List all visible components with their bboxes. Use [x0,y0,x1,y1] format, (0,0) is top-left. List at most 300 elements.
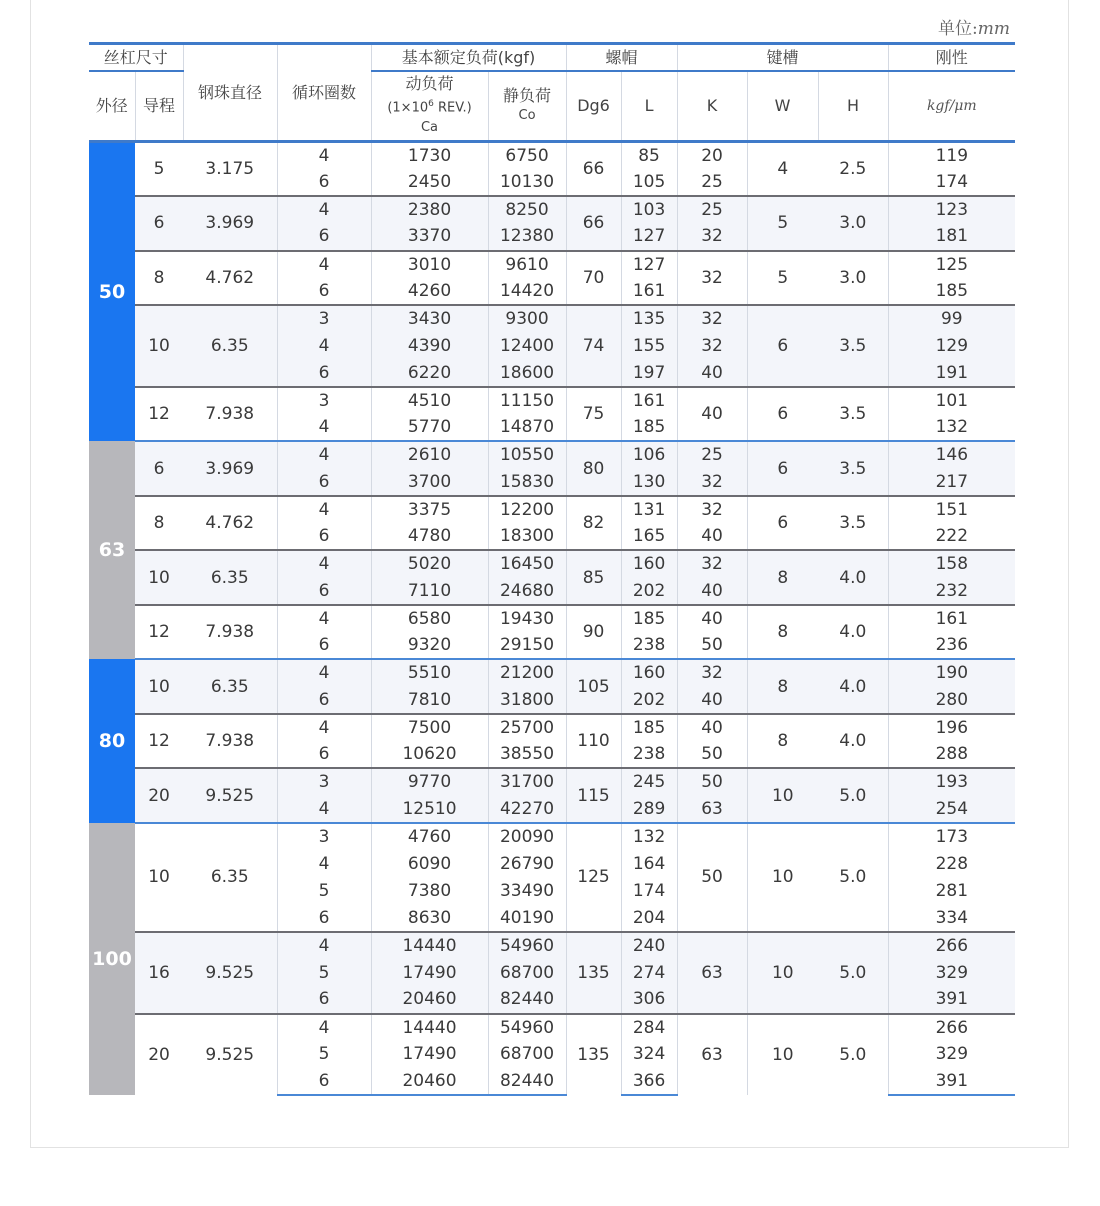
dynamic-load-cell: 17490 [371,959,488,986]
circuits-cell: 4 [277,714,371,741]
dynamic-load-cell: 14440 [371,932,488,959]
dynamic-load-cell: 14440 [371,1014,488,1041]
dynamic-load-cell: 4510 [371,387,488,414]
rigidity-cell: 228 [888,850,1015,877]
l-cell: 131 [621,496,677,523]
static-load-cell: 31700 [488,768,566,795]
rigidity-cell: 146 [888,441,1015,468]
dynamic-load-cell: 1730 [371,142,488,169]
k-cell: 40 [677,578,747,605]
rigidity-cell: 193 [888,768,1015,795]
l-cell: 174 [621,877,677,904]
dynamic-load-cell: 4760 [371,823,488,850]
rigidity-cell: 288 [888,741,1015,768]
co-label: Co [518,108,536,123]
l-cell: 127 [621,223,677,250]
circuits-cell: 4 [277,251,371,278]
ball-dia-cell: 9.525 [183,932,277,1014]
dg6-header: Dg6 [566,71,621,142]
h-cell: 3.5 [818,496,888,551]
l-cell: 289 [621,796,677,823]
l-cell: 185 [621,414,677,441]
dg6-cell: 90 [566,605,621,660]
dg6-cell: 80 [566,441,621,496]
outer-dia-header: 外径 [89,71,135,142]
h-cell: 5.0 [818,1014,888,1096]
static-load-cell: 15830 [488,469,566,496]
circuits-cell: 4 [277,605,371,632]
rev-prefix: (1×10 [387,100,429,116]
rigidity-cell: 190 [888,659,1015,686]
l-cell: 105 [621,169,677,196]
lead-cell: 8 [135,251,183,306]
circuits-header: 循环圈数 [277,44,371,142]
table-row [89,196,1015,223]
h-cell: 4.0 [818,714,888,769]
rigidity-cell: 280 [888,687,1015,714]
l-cell: 165 [621,523,677,550]
w-cell: 6 [747,305,818,387]
static-load-cell: 25700 [488,714,566,741]
dynamic-load-cell: 5020 [371,550,488,577]
k-cell: 63 [677,932,747,1014]
rigidity-cell: 222 [888,523,1015,550]
circuits-cell: 3 [277,305,371,332]
l-cell: 245 [621,768,677,795]
lead-cell: 20 [135,1014,183,1096]
dynamic-load-cell: 6220 [371,360,488,387]
l-cell: 161 [621,278,677,305]
k-cell: 40 [677,360,747,387]
rev-exponent: 6 [428,98,434,109]
rigidity-cell: 236 [888,632,1015,659]
h-cell: 4.0 [818,605,888,660]
circuits-cell: 3 [277,823,371,850]
rigidity-cell: 191 [888,360,1015,387]
ball-dia-cell: 7.938 [183,387,277,442]
k-cell: 32 [677,550,747,577]
dynamic-load-cell: 3430 [371,305,488,332]
k-cell: 32 [677,469,747,496]
l-cell: 160 [621,659,677,686]
dg6-cell: 74 [566,305,621,387]
dynamic-load-cell: 3375 [371,496,488,523]
dg6-cell: 110 [566,714,621,769]
lead-cell: 10 [135,659,183,714]
dynamic-load-cell: 4390 [371,332,488,359]
k-cell: 32 [677,305,747,332]
circuits-cell: 5 [277,959,371,986]
k-cell: 32 [677,223,747,250]
l-cell: 132 [621,823,677,850]
dynamic-load-cell: 2610 [371,441,488,468]
dynamic-load-cell: 3010 [371,251,488,278]
outer-dia-cell: 63 [89,441,135,659]
static-load-cell: 54960 [488,1014,566,1041]
k-header: K [677,71,747,142]
static-load-cell: 26790 [488,850,566,877]
lead-cell: 16 [135,932,183,1014]
rigidity-cell: 254 [888,796,1015,823]
rigidity-cell: 232 [888,578,1015,605]
k-cell: 32 [677,496,747,523]
lead-cell: 12 [135,387,183,442]
k-cell: 50 [677,768,747,795]
h-cell: 4.0 [818,550,888,605]
lead-cell: 12 [135,605,183,660]
ball-dia-cell: 3.175 [183,142,277,197]
keyway-header: 键槽 [677,44,888,72]
h-cell: 5.0 [818,932,888,1014]
l-header: L [621,71,677,142]
table-row [89,496,1015,523]
dynamic-load-cell: 12510 [371,796,488,823]
k-cell: 63 [677,1014,747,1096]
rigidity-cell: 119 [888,142,1015,169]
circuits-cell: 6 [277,278,371,305]
dg6-cell: 135 [566,932,621,1014]
table-header [89,44,1015,142]
k-cell: 40 [677,605,747,632]
static-load-label: 静负荷 [503,86,552,105]
table-row [89,1014,1015,1041]
rigidity-cell: 266 [888,1014,1015,1041]
h-cell: 2.5 [818,142,888,197]
k-cell: 40 [677,523,747,550]
k-cell: 40 [677,714,747,741]
k-cell: 32 [677,251,747,306]
circuits-cell: 4 [277,441,371,468]
ball-dia-cell: 3.969 [183,441,277,496]
dg6-cell: 135 [566,1014,621,1096]
circuits-cell: 6 [277,905,371,932]
dg6-cell: 105 [566,659,621,714]
ball-screw-spec-table [89,42,1015,1096]
rigidity-cell: 129 [888,332,1015,359]
rigidity-cell: 391 [888,986,1015,1013]
dg6-cell: 82 [566,496,621,551]
ball-dia-cell: 9.525 [183,1014,277,1096]
lead-cell: 12 [135,714,183,769]
ball-dia-cell: 6.35 [183,823,277,932]
ball-dia-cell: 9.525 [183,768,277,823]
l-cell: 160 [621,550,677,577]
k-cell: 50 [677,632,747,659]
w-cell: 8 [747,550,818,605]
rigidity-cell: 185 [888,278,1015,305]
circuits-cell: 5 [277,1041,371,1068]
h-cell: 3.0 [818,196,888,251]
rigidity-cell: 174 [888,169,1015,196]
static-load-cell: 82440 [488,1068,566,1095]
l-cell: 197 [621,360,677,387]
unit-note [938,14,1010,39]
rigidity-cell: 151 [888,496,1015,523]
dynamic-load-cell: 9320 [371,632,488,659]
table-row [89,768,1015,795]
rigidity-cell: 329 [888,1041,1015,1068]
circuits-cell: 3 [277,768,371,795]
outer-dia-cell: 100 [89,823,135,1096]
dg6-cell: 70 [566,251,621,306]
dynamic-load-cell: 8630 [371,905,488,932]
dynamic-load-cell: 3700 [371,469,488,496]
static-load-cell: 12200 [488,496,566,523]
rigidity-cell: 158 [888,550,1015,577]
lead-cell: 10 [135,823,183,932]
l-cell: 238 [621,632,677,659]
k-cell: 50 [677,823,747,932]
ball-dia-cell: 4.762 [183,496,277,551]
circuits-cell: 6 [277,1068,371,1095]
static-load-cell: 68700 [488,1041,566,1068]
outer-dia-cell: 50 [89,142,135,442]
dg6-cell: 115 [566,768,621,823]
static-load-cell: 9300 [488,305,566,332]
static-load-cell: 82440 [488,986,566,1013]
rigidity-cell: 281 [888,877,1015,904]
ball-dia-cell: 6.35 [183,305,277,387]
table-row [89,932,1015,959]
dynamic-load-label: 动负荷 [405,73,454,93]
w-header: W [747,71,818,142]
lead-cell: 6 [135,196,183,251]
w-cell: 4 [747,142,818,197]
lead-cell: 10 [135,550,183,605]
k-cell: 63 [677,796,747,823]
lead-cell: 5 [135,142,183,197]
w-cell: 10 [747,768,818,823]
rigidity-cell: 99 [888,305,1015,332]
dynamic-load-cell: 20460 [371,986,488,1013]
rigidity-cell: 266 [888,932,1015,959]
h-cell: 5.0 [818,768,888,823]
dg6-cell: 75 [566,387,621,442]
header-row-top [89,44,1015,72]
static-load-cell: 20090 [488,823,566,850]
rigidity-cell: 329 [888,959,1015,986]
dynamic-load-cell: 20460 [371,1068,488,1095]
outer-dia-cell: 80 [89,659,135,823]
l-cell: 238 [621,741,677,768]
static-load-header [488,71,566,142]
static-load-cell: 18300 [488,523,566,550]
dynamic-load-rev [372,94,488,118]
ball-dia-header: 钢珠直径 [183,44,277,142]
rigidity-cell: 161 [888,605,1015,632]
l-cell: 127 [621,251,677,278]
h-cell: 5.0 [818,823,888,932]
k-cell: 25 [677,169,747,196]
circuits-cell: 4 [277,659,371,686]
l-cell: 155 [621,332,677,359]
lead-cell: 20 [135,768,183,823]
l-cell: 240 [621,932,677,959]
static-load-cell: 12380 [488,223,566,250]
dynamic-load-cell: 2380 [371,196,488,223]
unit-label: 单位: [938,19,978,39]
l-cell: 164 [621,850,677,877]
k-cell: 40 [677,387,747,442]
ball-dia-cell: 7.938 [183,714,277,769]
rigidity-cell: 181 [888,223,1015,250]
circuits-cell: 6 [277,360,371,387]
l-cell: 306 [621,986,677,1013]
circuits-cell: 4 [277,796,371,823]
ball-dia-cell: 7.938 [183,605,277,660]
l-cell: 324 [621,1041,677,1068]
l-cell: 202 [621,687,677,714]
circuits-cell: 6 [277,986,371,1013]
rigidity-cell: 196 [888,714,1015,741]
circuits-cell: 4 [277,1014,371,1041]
dynamic-load-cell: 5510 [371,659,488,686]
l-cell: 202 [621,578,677,605]
circuits-cell: 4 [277,414,371,441]
l-cell: 103 [621,196,677,223]
l-cell: 85 [621,142,677,169]
static-load-cell: 38550 [488,741,566,768]
static-load-cell: 14420 [488,278,566,305]
rigidity-unit-header: kgf/μm [888,71,1015,142]
nut-header: 螺帽 [566,44,677,72]
screw-size-header: 丝杠尺寸 [89,44,183,72]
circuits-cell: 4 [277,550,371,577]
w-cell: 10 [747,1014,818,1096]
lead-cell: 6 [135,441,183,496]
static-load-cell: 68700 [488,959,566,986]
dynamic-load-cell: 7810 [371,687,488,714]
w-cell: 8 [747,659,818,714]
static-load-cell: 14870 [488,414,566,441]
k-cell: 25 [677,196,747,223]
circuits-cell: 4 [277,332,371,359]
k-cell: 32 [677,659,747,686]
k-cell: 25 [677,441,747,468]
static-load-cell: 31800 [488,687,566,714]
dynamic-load-cell: 7110 [371,578,488,605]
static-load-cell: 9610 [488,251,566,278]
rigidity-cell: 123 [888,196,1015,223]
w-cell: 5 [747,251,818,306]
h-cell: 3.5 [818,441,888,496]
rigidity-cell: 391 [888,1068,1015,1095]
table-body [89,142,1015,1096]
w-cell: 6 [747,496,818,551]
l-cell: 161 [621,387,677,414]
circuits-cell: 4 [277,932,371,959]
dynamic-load-cell: 9770 [371,768,488,795]
w-cell: 5 [747,196,818,251]
static-load-cell: 42270 [488,796,566,823]
static-load-cell: 24680 [488,578,566,605]
dynamic-load-cell: 7380 [371,877,488,904]
circuits-cell: 4 [277,142,371,169]
l-cell: 274 [621,959,677,986]
h-cell: 3.5 [818,387,888,442]
h-cell: 3.5 [818,305,888,387]
ball-dia-cell: 3.969 [183,196,277,251]
circuits-cell: 5 [277,877,371,904]
static-load-cell: 33490 [488,877,566,904]
static-load-cell: 21200 [488,659,566,686]
rigidity-cell: 125 [888,251,1015,278]
static-load-cell: 18600 [488,360,566,387]
w-cell: 6 [747,387,818,442]
k-cell: 50 [677,741,747,768]
static-load-cell: 10550 [488,441,566,468]
circuits-cell: 4 [277,196,371,223]
dynamic-load-header [371,71,488,142]
dg6-cell: 85 [566,550,621,605]
lead-cell: 8 [135,496,183,551]
l-cell: 106 [621,441,677,468]
circuits-cell: 6 [277,469,371,496]
static-load-cell: 8250 [488,196,566,223]
table-row [89,714,1015,741]
table-row [89,550,1015,577]
ball-dia-cell: 4.762 [183,251,277,306]
circuits-cell: 6 [277,687,371,714]
lead-header: 导程 [135,71,183,142]
dynamic-load-cell: 4260 [371,278,488,305]
dg6-cell: 66 [566,142,621,197]
l-cell: 284 [621,1014,677,1041]
w-cell: 8 [747,605,818,660]
rigidity-header: 刚性 [888,44,1015,72]
w-cell: 10 [747,823,818,932]
table-row [89,823,1015,850]
k-cell: 32 [677,332,747,359]
rigidity-cell: 173 [888,823,1015,850]
dynamic-load-cell: 17490 [371,1041,488,1068]
circuits-cell: 4 [277,496,371,523]
h-cell: 4.0 [818,659,888,714]
rigidity-cell: 334 [888,905,1015,932]
table-row [89,659,1015,686]
lead-cell: 10 [135,305,183,387]
dynamic-load-cell: 5770 [371,414,488,441]
w-cell: 8 [747,714,818,769]
circuits-cell: 6 [277,578,371,605]
l-cell: 135 [621,305,677,332]
dynamic-load-cell: 10620 [371,741,488,768]
l-cell: 366 [621,1068,677,1095]
table-row [89,441,1015,468]
static-load-cell: 19430 [488,605,566,632]
l-cell: 204 [621,905,677,932]
rigidity-cell: 217 [888,469,1015,496]
h-header: H [818,71,888,142]
table-row [89,387,1015,414]
ball-dia-cell: 6.35 [183,659,277,714]
rigidity-cell: 101 [888,387,1015,414]
table-row [89,142,1015,169]
static-load-cell: 12400 [488,332,566,359]
k-cell: 20 [677,142,747,169]
l-cell: 130 [621,469,677,496]
circuits-cell: 6 [277,523,371,550]
dg6-cell: 125 [566,823,621,932]
l-cell: 185 [621,605,677,632]
dynamic-load-cell: 7500 [371,714,488,741]
k-cell: 40 [677,687,747,714]
dynamic-load-cell: 2450 [371,169,488,196]
circuits-cell: 4 [277,850,371,877]
static-load-cell: 11150 [488,387,566,414]
load-rating-header: 基本额定负荷(kgf) [371,44,566,72]
circuits-cell: 6 [277,223,371,250]
